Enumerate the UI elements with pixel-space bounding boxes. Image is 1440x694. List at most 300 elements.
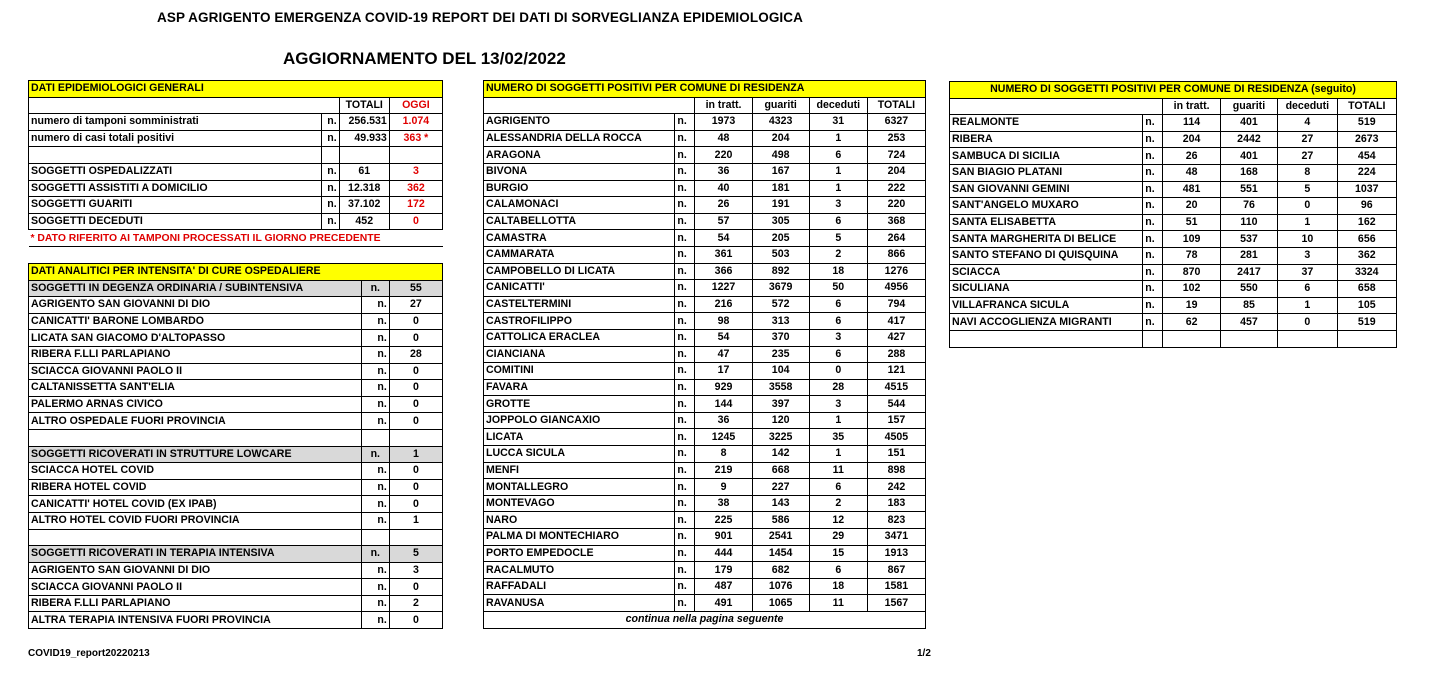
comune-value: 6 (809, 213, 867, 230)
row-value: 0 (389, 579, 442, 596)
comune-value: 366 (695, 263, 752, 280)
row-unit: n. (321, 197, 339, 214)
row-label: RIBERA F.LLI PARLAPIANO (29, 595, 362, 612)
comune-name: BIVONA (484, 163, 675, 180)
comune-row (484, 213, 926, 230)
comune-name: MONTEVAGO (484, 495, 675, 512)
comune-value: 362 (1337, 247, 1396, 264)
hospital-row (29, 380, 443, 397)
comune-value: 28 (809, 379, 867, 396)
comune-value: 572 (752, 296, 809, 313)
comune-name: BURGIO (484, 180, 675, 197)
comune-row (484, 396, 926, 413)
comune-value: 216 (695, 296, 752, 313)
comune-value: 3471 (867, 529, 925, 546)
row-label: SCIACCA HOTEL COVID (29, 463, 362, 480)
comune-value: 658 (1337, 281, 1396, 298)
comune-value: 50 (809, 280, 867, 297)
row-value: 0 (389, 463, 442, 480)
comune-row (950, 281, 1397, 298)
row-unit: n. (675, 329, 695, 346)
row-unit: n. (675, 529, 695, 546)
comune-name: RIBERA (950, 131, 1143, 148)
row-unit: n. (1143, 131, 1163, 148)
row-unit: n. (675, 363, 695, 380)
row-unit: n. (321, 163, 339, 180)
comuni1-title-row (484, 81, 926, 98)
group-value: 1 (389, 446, 442, 463)
comune-value: 48 (1163, 164, 1220, 181)
row-unit: n. (1143, 164, 1163, 181)
comune-value: 264 (867, 230, 925, 247)
comune-value: 417 (867, 313, 925, 330)
row-total: 61 (339, 163, 389, 180)
row-unit: n. (361, 380, 389, 397)
empty-cell (389, 529, 442, 546)
general-blank-row (29, 147, 443, 164)
comune-value: 3 (809, 329, 867, 346)
comune-value: 794 (867, 296, 925, 313)
comune-value: 3679 (752, 280, 809, 297)
comune-value: 5 (809, 230, 867, 247)
row-unit: n. (361, 313, 389, 330)
comune-row (484, 595, 926, 612)
row-unit: n. (321, 130, 339, 147)
comune-name: JOPPOLO GIANCAXIO (484, 412, 675, 429)
comune-value: 6 (809, 296, 867, 313)
hospital-blank-row (29, 529, 443, 546)
comune-row (950, 198, 1397, 215)
comune-value: 36 (695, 412, 752, 429)
empty-cell (361, 529, 389, 546)
row-unit: n. (361, 413, 389, 430)
comune-row (484, 180, 926, 197)
row-label: CALTANISSETTA SANT'ELIA (29, 380, 362, 397)
empty-cell (29, 97, 340, 114)
comune-value: 2442 (1220, 131, 1277, 148)
comune-name: SANTA MARGHERITA DI BELICE (950, 231, 1143, 248)
comune-name: CATTOLICA ERACLEA (484, 329, 675, 346)
comune-value: 179 (695, 562, 752, 579)
comune-value: 1454 (752, 545, 809, 562)
comune-value: 892 (752, 263, 809, 280)
comune-row (950, 297, 1397, 314)
comune-value: 454 (1337, 148, 1396, 165)
comune-value: 253 (867, 130, 925, 147)
comune-value: 78 (1163, 247, 1220, 264)
comune-value: 866 (867, 246, 925, 263)
comune-value: 1 (1278, 297, 1337, 314)
hospital-blank-row (29, 429, 443, 446)
comune-row (484, 280, 926, 297)
general-row (29, 180, 443, 197)
row-value: 0 (389, 313, 442, 330)
comune-value: 656 (1337, 231, 1396, 248)
comune-value: 551 (1220, 181, 1277, 198)
comune-row (484, 346, 926, 363)
row-label: AGRIGENTO SAN GIOVANNI DI DIO (29, 562, 362, 579)
comuni2-last-row (950, 330, 1397, 347)
comune-value: 0 (809, 363, 867, 380)
row-label: SOGGETTI OSPEDALIZZATI (29, 163, 322, 180)
comune-value: 929 (695, 379, 752, 396)
col-header: deceduti (809, 97, 867, 114)
hospital-row (29, 479, 443, 496)
comune-row (950, 231, 1397, 248)
comune-value: 96 (1337, 198, 1396, 215)
row-total: 49.933 (339, 130, 389, 147)
col-header: TOTALI (867, 97, 925, 114)
row-unit: n. (1143, 214, 1163, 231)
row-unit: n. (361, 330, 389, 347)
row-value: 0 (389, 496, 442, 513)
comune-value: 109 (1163, 231, 1220, 248)
general-spacer-row (29, 246, 443, 251)
row-value: 28 (389, 346, 442, 363)
comune-row (950, 164, 1397, 181)
row-unit: n. (1143, 198, 1163, 215)
hospital-intensity-table (28, 263, 443, 629)
row-value: 0 (389, 396, 442, 413)
row-unit: n. (675, 197, 695, 214)
row-value: 1 (389, 512, 442, 529)
row-value: 27 (389, 297, 442, 314)
row-label: RIBERA F.LLI PARLAPIANO (29, 346, 362, 363)
comune-value: 1 (809, 180, 867, 197)
general-title-row (29, 81, 443, 98)
comune-value: 6 (809, 479, 867, 496)
comune-value: 114 (1163, 115, 1220, 132)
comune-value: 3 (809, 197, 867, 214)
row-label: numero di tamponi somministrati (29, 114, 322, 131)
row-total: 37.102 (339, 197, 389, 214)
comune-value: 27 (1278, 131, 1337, 148)
row-today: 1.074 (389, 114, 442, 131)
comuni2-header-row (950, 98, 1397, 115)
comune-value: 487 (695, 578, 752, 595)
comune-value: 227 (752, 479, 809, 496)
comuni1-last-row (484, 612, 926, 629)
row-unit: n. (675, 429, 695, 446)
comune-value: 724 (867, 147, 925, 164)
comuni1-title: NUMERO DI SOGGETTI POSITIVI PER COMUNE DI RESIDENZA (484, 81, 926, 98)
row-total: 452 (339, 213, 389, 230)
comune-value: 38 (695, 495, 752, 512)
row-value: 0 (389, 380, 442, 397)
comune-value: 26 (695, 197, 752, 214)
comune-value: 2417 (1220, 264, 1277, 281)
comune-value: 2541 (752, 529, 809, 546)
comune-value: 8 (1278, 164, 1337, 181)
comune-row (484, 163, 926, 180)
row-unit: n. (361, 297, 389, 314)
comune-row (950, 264, 1397, 281)
comune-value: 5 (1278, 181, 1337, 198)
row-value: 0 (389, 612, 442, 629)
comune-value: 121 (867, 363, 925, 380)
row-today: 363 * (389, 130, 442, 147)
row-total: 256.531 (339, 114, 389, 131)
row-unit: n. (361, 595, 389, 612)
comune-row (484, 429, 926, 446)
comune-value: 1076 (752, 578, 809, 595)
empty-cell (950, 330, 1143, 347)
hospital-row (29, 396, 443, 413)
comune-row (484, 230, 926, 247)
row-unit: n. (675, 396, 695, 413)
comune-name: CASTELTERMINI (484, 296, 675, 313)
row-label: RIBERA HOTEL COVID (29, 479, 362, 496)
comune-value: 162 (1337, 214, 1396, 231)
group-label: SOGGETTI IN DEGENZA ORDINARIA / SUBINTENSIVA (29, 280, 362, 297)
comune-name: VILLAFRANCA SICULA (950, 297, 1143, 314)
hospital-group-head (29, 280, 443, 297)
comune-name: CANICATTI' (484, 280, 675, 297)
general-row (29, 130, 443, 147)
comune-value: 1913 (867, 545, 925, 562)
comune-value: 242 (867, 479, 925, 496)
comune-value: 6 (1278, 281, 1337, 298)
row-unit: n. (321, 180, 339, 197)
comune-row (484, 412, 926, 429)
comune-row (484, 313, 926, 330)
comune-name: ALESSANDRIA DELLA ROCCA (484, 130, 675, 147)
empty-cell (29, 529, 362, 546)
row-label: SOGGETTI ASSISTITI A DOMICILIO (29, 180, 322, 197)
comune-value: 120 (752, 412, 809, 429)
comune-value: 47 (695, 346, 752, 363)
hospital-title-row (29, 264, 443, 281)
comune-value: 224 (1337, 164, 1396, 181)
comune-value: 1227 (695, 280, 752, 297)
row-label: ALTRO HOTEL COVID FUORI PROVINCIA (29, 512, 362, 529)
comune-value: 27 (1278, 148, 1337, 165)
comune-name: LICATA (484, 429, 675, 446)
comune-value: 205 (752, 230, 809, 247)
empty-cell (321, 147, 339, 164)
comune-value: 18 (809, 263, 867, 280)
comune-value: 2 (809, 495, 867, 512)
comune-row (950, 214, 1397, 231)
comune-row (484, 246, 926, 263)
comune-value: 151 (867, 446, 925, 463)
comune-value: 519 (1337, 115, 1396, 132)
row-unit: n. (1143, 314, 1163, 331)
comune-value: 6 (809, 562, 867, 579)
row-unit: n. (675, 446, 695, 463)
group-value: 55 (389, 280, 442, 297)
comune-value: 1276 (867, 263, 925, 280)
row-label: numero di casi totali positivi (29, 130, 322, 147)
row-unit: n. (321, 213, 339, 230)
comune-value: 544 (867, 396, 925, 413)
comune-value: 222 (867, 180, 925, 197)
comune-value: 54 (695, 230, 752, 247)
comune-row (484, 379, 926, 396)
comune-row (950, 314, 1397, 331)
comune-value: 110 (1220, 214, 1277, 231)
comune-row (484, 462, 926, 479)
row-unit: n. (321, 114, 339, 131)
empty-cell (484, 97, 695, 114)
comune-value: 682 (752, 562, 809, 579)
group-label: SOGGETTI RICOVERATI IN TERAPIA INTENSIVA (29, 546, 362, 563)
comune-name: PALMA DI MONTECHIARO (484, 529, 675, 546)
comune-name: CAMASTRA (484, 230, 675, 247)
comune-value: 401 (1220, 115, 1277, 132)
hospital-row (29, 463, 443, 480)
col-header: in tratt. (695, 97, 752, 114)
comune-name: CASTROFILIPPO (484, 313, 675, 330)
comuni-table-1 (483, 80, 926, 629)
comune-name: MONTALLEGRO (484, 479, 675, 496)
empty-cell (339, 147, 389, 164)
comune-value: 867 (867, 562, 925, 579)
comune-value: 143 (752, 495, 809, 512)
comune-row (950, 181, 1397, 198)
row-label: CANICATTI' BARONE LOMBARDO (29, 313, 362, 330)
comune-value: 6 (809, 346, 867, 363)
comune-value: 17 (695, 363, 752, 380)
comune-name: ARAGONA (484, 147, 675, 164)
comune-row (484, 263, 926, 280)
row-unit: n. (1143, 264, 1163, 281)
hospital-group-head (29, 546, 443, 563)
row-unit: n. (675, 346, 695, 363)
comune-value: 2673 (1337, 131, 1396, 148)
row-unit: n. (675, 562, 695, 579)
empty-cell (389, 429, 442, 446)
comune-value: 144 (695, 396, 752, 413)
row-value: 0 (389, 363, 442, 380)
comune-value: 519 (1337, 314, 1396, 331)
comune-value: 3558 (752, 379, 809, 396)
row-label: ALTRA TERAPIA INTENSIVA FUORI PROVINCIA (29, 612, 362, 629)
row-today: 0 (389, 213, 442, 230)
comune-value: 183 (867, 495, 925, 512)
comune-value: 48 (695, 130, 752, 147)
row-unit: n. (675, 595, 695, 612)
comune-value: 586 (752, 512, 809, 529)
empty-cell (29, 246, 443, 251)
comune-value: 1 (809, 163, 867, 180)
comune-value: 191 (752, 197, 809, 214)
hospital-row (29, 612, 443, 629)
comune-row (484, 363, 926, 380)
row-unit: n. (1143, 297, 1163, 314)
comune-value: 901 (695, 529, 752, 546)
empty-cell (361, 429, 389, 446)
col-header: deceduti (1278, 98, 1337, 115)
comune-value: 29 (809, 529, 867, 546)
comune-value: 4956 (867, 280, 925, 297)
comune-value: 157 (867, 412, 925, 429)
row-unit: n. (675, 263, 695, 280)
comune-value: 305 (752, 213, 809, 230)
hospital-row (29, 346, 443, 363)
comune-value: 6327 (867, 114, 925, 131)
col-header: guariti (752, 97, 809, 114)
row-label: SCIACCA GIOVANNI PAOLO II (29, 363, 362, 380)
comune-value: 104 (752, 363, 809, 380)
group-unit: n. (361, 280, 389, 297)
comune-value: 1 (809, 446, 867, 463)
general-row (29, 213, 443, 230)
comune-value: 668 (752, 462, 809, 479)
row-unit: n. (675, 246, 695, 263)
comune-name: SANT'ANGELO MUXARO (950, 198, 1143, 215)
comune-row (484, 562, 926, 579)
comuni2-title-row (950, 82, 1397, 99)
hospital-row (29, 562, 443, 579)
comune-row (484, 512, 926, 529)
comune-value: 9 (695, 479, 752, 496)
comune-value: 1065 (752, 595, 809, 612)
group-unit: n. (361, 446, 389, 463)
row-unit: n. (1143, 115, 1163, 132)
comune-value: 10 (1278, 231, 1337, 248)
comune-value: 898 (867, 462, 925, 479)
comune-name: NARO (484, 512, 675, 529)
comune-value: 31 (809, 114, 867, 131)
hospital-row (29, 579, 443, 596)
comune-value: 85 (1220, 297, 1277, 314)
row-unit: n. (675, 512, 695, 529)
row-total: 12.318 (339, 180, 389, 197)
comune-value: 0 (1278, 198, 1337, 215)
comune-value: 427 (867, 329, 925, 346)
hospital-row (29, 313, 443, 330)
comune-name: SICULIANA (950, 281, 1143, 298)
comune-value: 313 (752, 313, 809, 330)
col-header: in tratt. (1163, 98, 1220, 115)
comune-value: 20 (1163, 198, 1220, 215)
comune-value: 1 (1278, 214, 1337, 231)
general-data-table (28, 80, 443, 251)
row-unit: n. (675, 213, 695, 230)
comune-name: COMITINI (484, 363, 675, 380)
comune-value: 26 (1163, 148, 1220, 165)
row-unit: n. (675, 114, 695, 131)
empty-cell (29, 147, 322, 164)
comune-value: 102 (1163, 281, 1220, 298)
comune-name: MENFI (484, 462, 675, 479)
comune-name: PORTO EMPEDOCLE (484, 545, 675, 562)
update-date-title: AGGIORNAMENTO DEL 13/02/2022 (283, 49, 566, 68)
general-note-row (29, 230, 443, 247)
comune-name: SANTA ELISABETTA (950, 214, 1143, 231)
hospital-row (29, 496, 443, 513)
group-label: SOGGETTI RICOVERATI IN STRUTTURE LOWCARE (29, 446, 362, 463)
row-label: LICATA SAN GIACOMO D'ALTOPASSO (29, 330, 362, 347)
comune-value: 498 (752, 147, 809, 164)
row-unit: n. (1143, 181, 1163, 198)
row-unit: n. (1143, 148, 1163, 165)
comune-value: 401 (1220, 148, 1277, 165)
comune-value: 167 (752, 163, 809, 180)
row-unit: n. (675, 230, 695, 247)
row-label: AGRIGENTO SAN GIOVANNI DI DIO (29, 297, 362, 314)
row-value: 0 (389, 479, 442, 496)
hospital-row (29, 413, 443, 430)
row-unit: n. (361, 612, 389, 629)
row-unit: n. (1143, 247, 1163, 264)
hospital-row (29, 297, 443, 314)
row-unit: n. (675, 296, 695, 313)
comune-value: 8 (695, 446, 752, 463)
comune-value: 361 (695, 246, 752, 263)
comune-row (484, 578, 926, 595)
